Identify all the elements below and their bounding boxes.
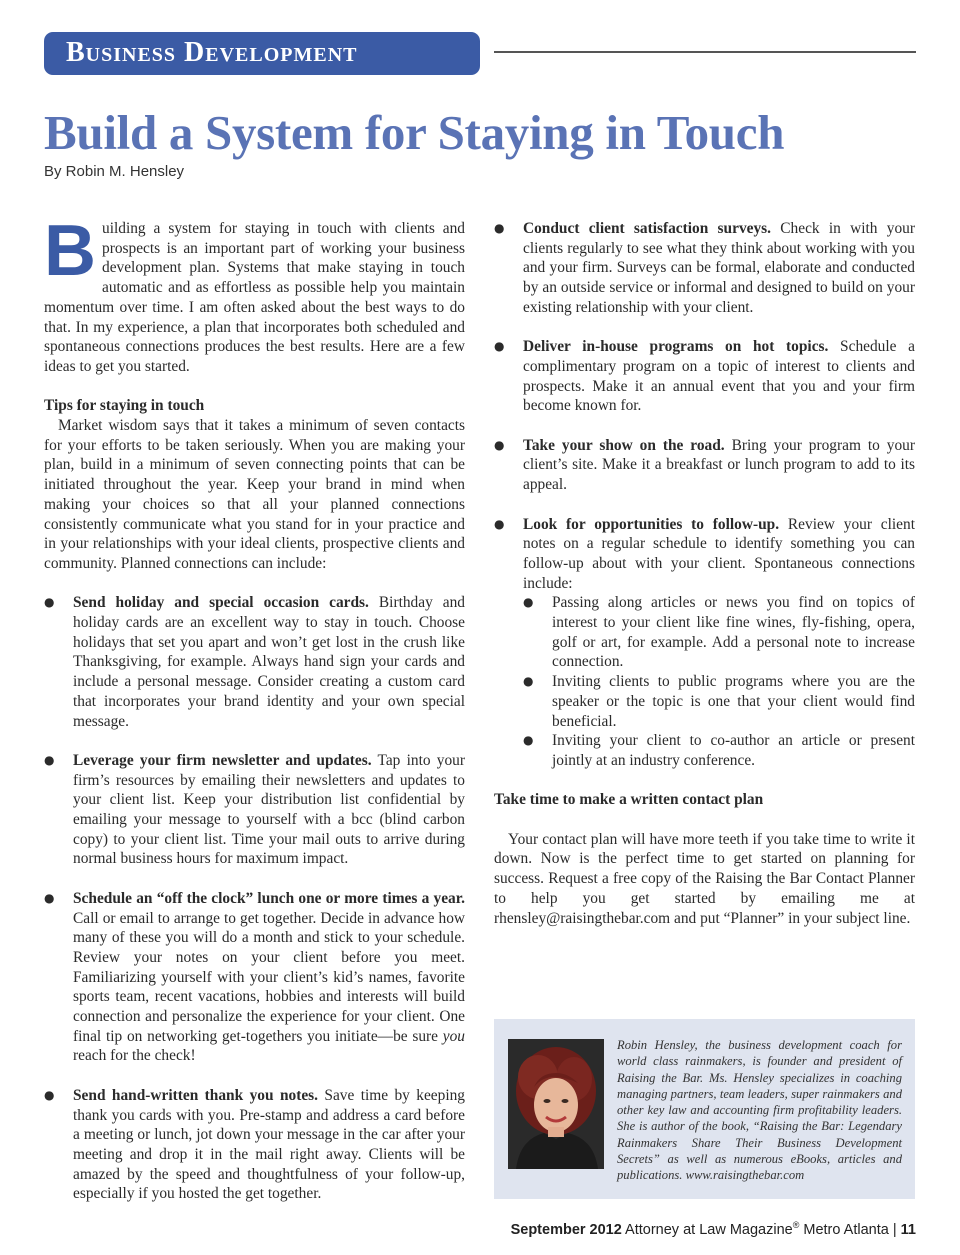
bullet-body: Tap into your firm’s resources by emailing their newsletters and updates to your client list. Keep your distribution list confidential by emailing your message to yourself with a bcc (blind carbon copy) to your client list. Time your mail outs to arrive during normal business hours for maximum impact. bbox=[73, 751, 465, 868]
author-portrait-icon bbox=[508, 1039, 604, 1169]
registered-mark: ® bbox=[792, 1220, 800, 1230]
list-item bbox=[494, 436, 915, 495]
list-item bbox=[494, 515, 915, 771]
sub-item-text: Inviting your client to co-author an article or present jointly at an industry conference. bbox=[552, 732, 915, 769]
bullet-lead: Take your show on the road. bbox=[523, 436, 725, 454]
bullet-body: Review your client notes on a regular schedule to identify something you can follow-up about with your client. Spontaneous connections include: bbox=[523, 515, 915, 592]
tips-heading: Tips for staying in touch bbox=[44, 397, 205, 415]
bullet-dot-icon: ● bbox=[523, 595, 534, 610]
bullet-dot-icon: ● bbox=[494, 516, 505, 531]
list-item bbox=[44, 751, 465, 869]
bullet-lead: Conduct client satisfaction surveys. bbox=[523, 220, 772, 237]
bullet-dot-icon: ● bbox=[523, 733, 534, 748]
right-column bbox=[494, 219, 915, 928]
bullet-body: Bring your program to your client’s site. Make it a breakfast or lunch program to add to its appeal. bbox=[523, 436, 915, 494]
bullet-dot-icon: ● bbox=[494, 339, 505, 354]
bullet-body: Save time by keeping thank you cards with you. Pre-stamp and address a card before a meeting or lunch, jot down your message in the car after your meeting and drop it in the mail right away. Clients will be amazed by the speed and thoughtfulness of your follow-up, especially if you hosted the get together. bbox=[73, 1086, 465, 1203]
bullet-body: Check in with your clients regularly to see what they think about working with you and your firm. Surveys can be formal, elaborate and conducted by an outside service or informal and designed to build on your existing relationship with your client. bbox=[523, 220, 915, 316]
section-tab: Business Development bbox=[44, 32, 480, 75]
bullet-body: Schedule a complimentary program on a topic of interest to clients and prospects. Make it an annual event that you and your firm become known for. bbox=[523, 338, 915, 415]
page-footer bbox=[511, 1220, 916, 1238]
intro-text: uilding a system for staying in touch with clients and prospects is an important part of working your business development plan. Systems that make staying in touch automatic and as effortless as possible help you maintain momentum over time. I am often asked about the best ways to do that. In my experience, a plan that incorporates both scheduled and spontaneous connections produces the best results. Here are a few ideas to get you started. bbox=[44, 220, 465, 375]
author-bio-text: Robin Hensley, the business development coach for world class rainmakers, is founder and president of Raising the Bar. Ms. Hensley specializes in coaching managing partners, team leaders, super rainmakers and other key law and accounting firm profitability leaders. She is author of the book, “Raising the Bar: Legendary Rainmakers Share Their Business Development Secrets” as well as numerous eBooks, articles and publications. www.raisingthebar.com bbox=[617, 1038, 902, 1183]
list-item bbox=[44, 593, 465, 731]
footer-separator: | bbox=[892, 1221, 897, 1238]
bullet-dot-icon: ● bbox=[44, 595, 55, 610]
author-bio-box bbox=[494, 1019, 915, 1199]
bullet-dot-icon: ● bbox=[44, 890, 55, 905]
left-column bbox=[44, 211, 465, 1204]
sub-item-text: Passing along articles or news you find on topics of interest to your client like fine wines, fly-fishing, opera, golf or art, for example. Add a personal note to increase connection. bbox=[552, 594, 915, 671]
bullet-emphasis: you bbox=[442, 1027, 465, 1045]
bullet-dot-icon: ● bbox=[44, 1087, 55, 1102]
bullet-dot-icon: ● bbox=[494, 221, 505, 235]
planned-connections-list bbox=[44, 593, 465, 1204]
drop-cap: B bbox=[44, 211, 96, 291]
list-item bbox=[44, 1086, 465, 1204]
plan-heading: Take time to make a written contact plan bbox=[494, 791, 764, 809]
footer-magazine: Attorney at Law Magazine bbox=[625, 1221, 793, 1238]
bullet-lead: Send holiday and special occasion cards. bbox=[73, 594, 369, 612]
bullet-lead: Send hand-written thank you notes. bbox=[73, 1086, 318, 1104]
bullet-dot-icon: ● bbox=[523, 674, 534, 689]
bullet-dot-icon: ● bbox=[44, 752, 55, 767]
list-item bbox=[494, 337, 915, 416]
sub-item-text: Inviting clients to public programs where you are the speaker or the topic is one that your client would find beneficial. bbox=[552, 673, 915, 730]
footer-date: September 2012 bbox=[510, 1221, 622, 1238]
bullet-lead: Look for opportunities to follow-up. bbox=[523, 515, 780, 533]
author-photo bbox=[508, 1039, 604, 1169]
tips-paragraph: Market wisdom says that it takes a minimum of seven contacts for your efforts to be taken seriously. When you are making your plan, build in a minimum of seven connecting points that can be initiated throughout the year. Keep your brand in mind when making your choices so that all your planned connections consistently communicate what you stand for in your practice and in your relationships with your ideal clients, prospective clients and community. Planned connections can include: bbox=[44, 417, 465, 572]
sub-list bbox=[523, 593, 915, 770]
sub-list-item bbox=[523, 731, 915, 770]
bullet-lead: Schedule an “off the clock” lunch one or more times a year. bbox=[73, 889, 465, 907]
list-item bbox=[44, 889, 465, 1066]
plan-paragraph: Your contact plan will have more teeth if you take time to write it down. Now is the perfect time to get started on planning for success. Request a free copy of the Raising the Bar Contact Planner to help you get started by emailing me at rhensley@raisingthebar.com and put “Planner” in your subject line. bbox=[494, 830, 915, 927]
sub-list-item bbox=[523, 593, 915, 672]
bullet-lead: Leverage your firm newsletter and updates. bbox=[73, 751, 372, 769]
intro-paragraph bbox=[44, 211, 465, 377]
bullet-body: Birthday and holiday cards are an excellent way to stay in touch. Choose holidays that set you apart and won’t get lost in the crush like Thanksgiving, for example. Always hand sign your cards and include a personal message. Consider creating a custom card that incorporates your brand identity and your own special message. bbox=[73, 594, 465, 730]
bullet-body-end: reach for the check! bbox=[73, 1047, 196, 1065]
footer-edition: Metro Atlanta bbox=[803, 1221, 889, 1238]
list-item bbox=[494, 219, 915, 318]
bullet-body: Call or email to arrange to get together. Decide in advance how many of these you will do a month and stick to your schedule. Review your notes on your client before you meet. Familiarizing yourself with your client’s kid’s names, favorite sports team, recent vacations, hobbies and interests will build connection and personalize the experience for your client. One final tip on networking get-togethers you initiate—be sure bbox=[73, 909, 465, 1045]
bullet-dot-icon: ● bbox=[494, 437, 505, 452]
connections-list-continued bbox=[494, 219, 915, 771]
bullet-lead: Deliver in-house programs on hot topics. bbox=[523, 338, 829, 356]
page-number: 11 bbox=[900, 1221, 916, 1238]
byline: By Robin M. Hensley bbox=[44, 163, 185, 180]
article-title: Build a System for Staying in Touch bbox=[44, 105, 785, 160]
sub-list-item bbox=[523, 672, 915, 731]
header-rule bbox=[494, 51, 916, 53]
